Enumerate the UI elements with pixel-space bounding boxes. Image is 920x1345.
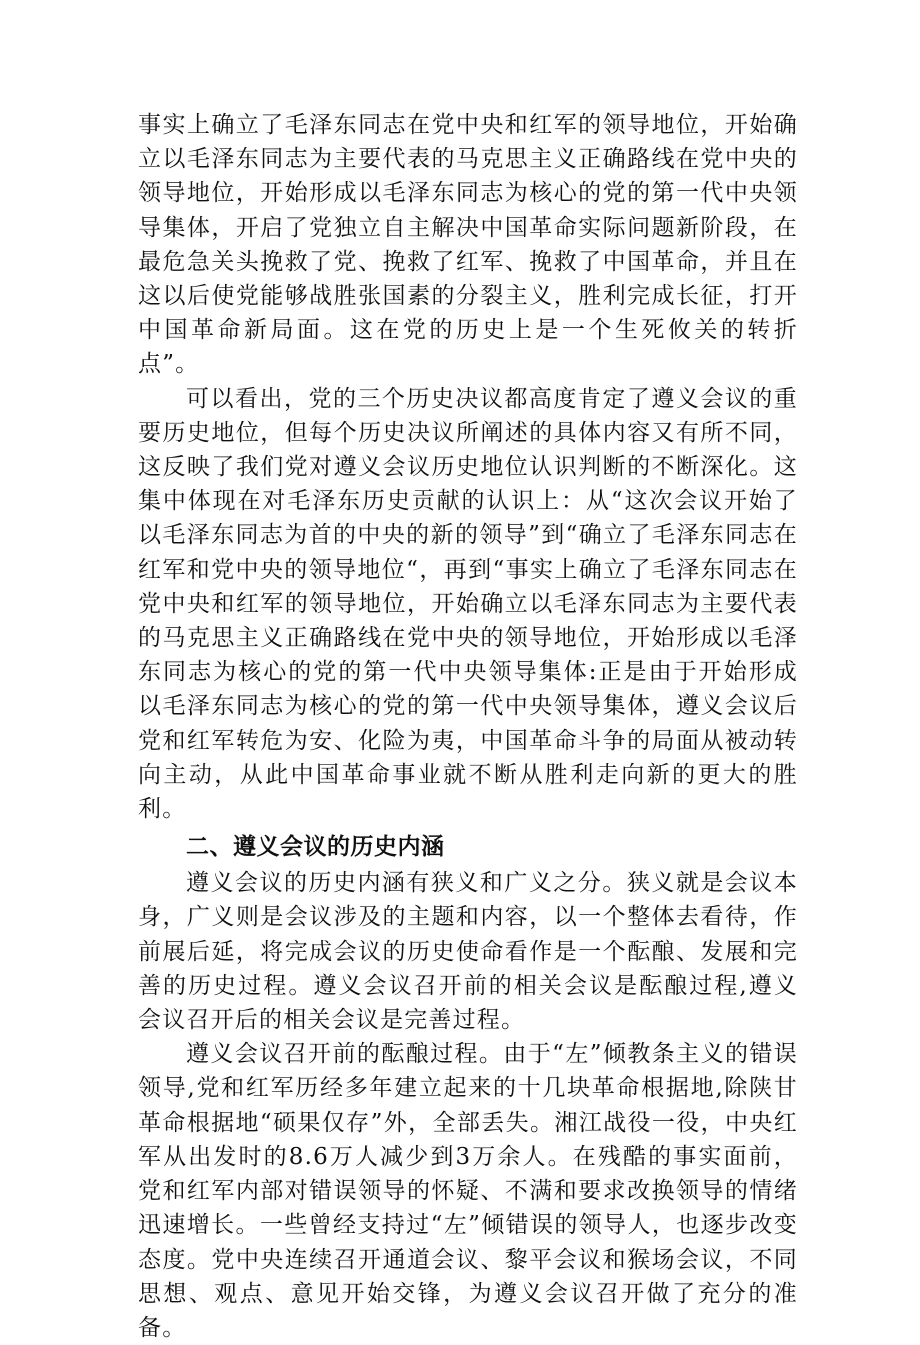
paragraph-historical-resolutions: 可以看出，党的三个历史决议都高度肯定了遵义会议的重要历史地位，但每个历史决议所阐述的具体内容又有所不同，这反映了我们党对遵义会议历史地位认识判断的不断深化。这集中体现在对毛泽东历史贡献的认识上：从“这次会议开始了以毛泽东同志为首的中央的新的领导”到“确立了毛泽东同志在红军和党中央的领导地位“，再到“事实上确立了毛泽东同志在党中央和红军的领导地位，开始确立以毛泽东同志为主要代表的马克思主义正确路线在党中央的领导地位，开始形成以毛泽东同志为核心的党的第一代中央领导集体:正是由于开始形成以毛泽东同志为核心的党的第一代中央领导集体，遵义会议后党和红军转危为安、化险为夷，中国革命斗争的局面从被动转向主动，从此中国革命事业就不断从胜利走向新的更大的胜利。 — [138, 385, 798, 823]
document-page — [138, 108, 798, 1345]
paragraph-brewing-process: 遵义会议召开前的酝酿过程。由于“左”倾教条主义的错误领导,党和红军历经多年建立起来的十几块革命根据地,除陕甘革命根据地“硕果仅存”外，全部丢失。湘江战役一役，中央红军从出发时的8.6万人减少到3万余人。在残酷的事实面前，党和红军内部对错误领导的怀疑、不满和要求改换领导的情绪迅速增长。一些曾经支持过“左”倾错误的领导人，也逐步改变态度。党中央连续召开通道会议、黎平会议和猴场会议，不同思想、观点、意见开始交锋，为遵义会议召开做了充分的准备。 — [138, 1041, 798, 1341]
paragraph-historical-connotation: 遵义会议的历史内涵有狭义和广义之分。狭义就是会议本身，广义则是会议涉及的主题和内容，以一个整体去看待，作前展后延，将完成会议的历史使命看作是一个酝酿、发展和完善的历史过程。遵义会议召开前的相关会议是酝酿过程,遵义会议召开后的相关会议是完善过程。 — [138, 870, 798, 1034]
paragraph-continued: 事实上确立了毛泽东同志在党中央和红军的领导地位，开始确立以毛泽东同志为主要代表的马克思主义正确路线在党中央的领导地位，开始形成以毛泽东同志为核心的党的第一代中央领导集体，开启了党独立自主解决中国革命实际问题新阶段，在最危急关头挽救了党、挽救了红军、挽救了中国革命，并且在这以后使党能够战胜张国素的分裂主义，胜利完成长征，打开中国革命新局面。这在党的历史上是一个生死攸关的转折点”。 — [138, 112, 798, 378]
section-heading: 二、遵义会议的历史内涵 — [186, 834, 445, 861]
